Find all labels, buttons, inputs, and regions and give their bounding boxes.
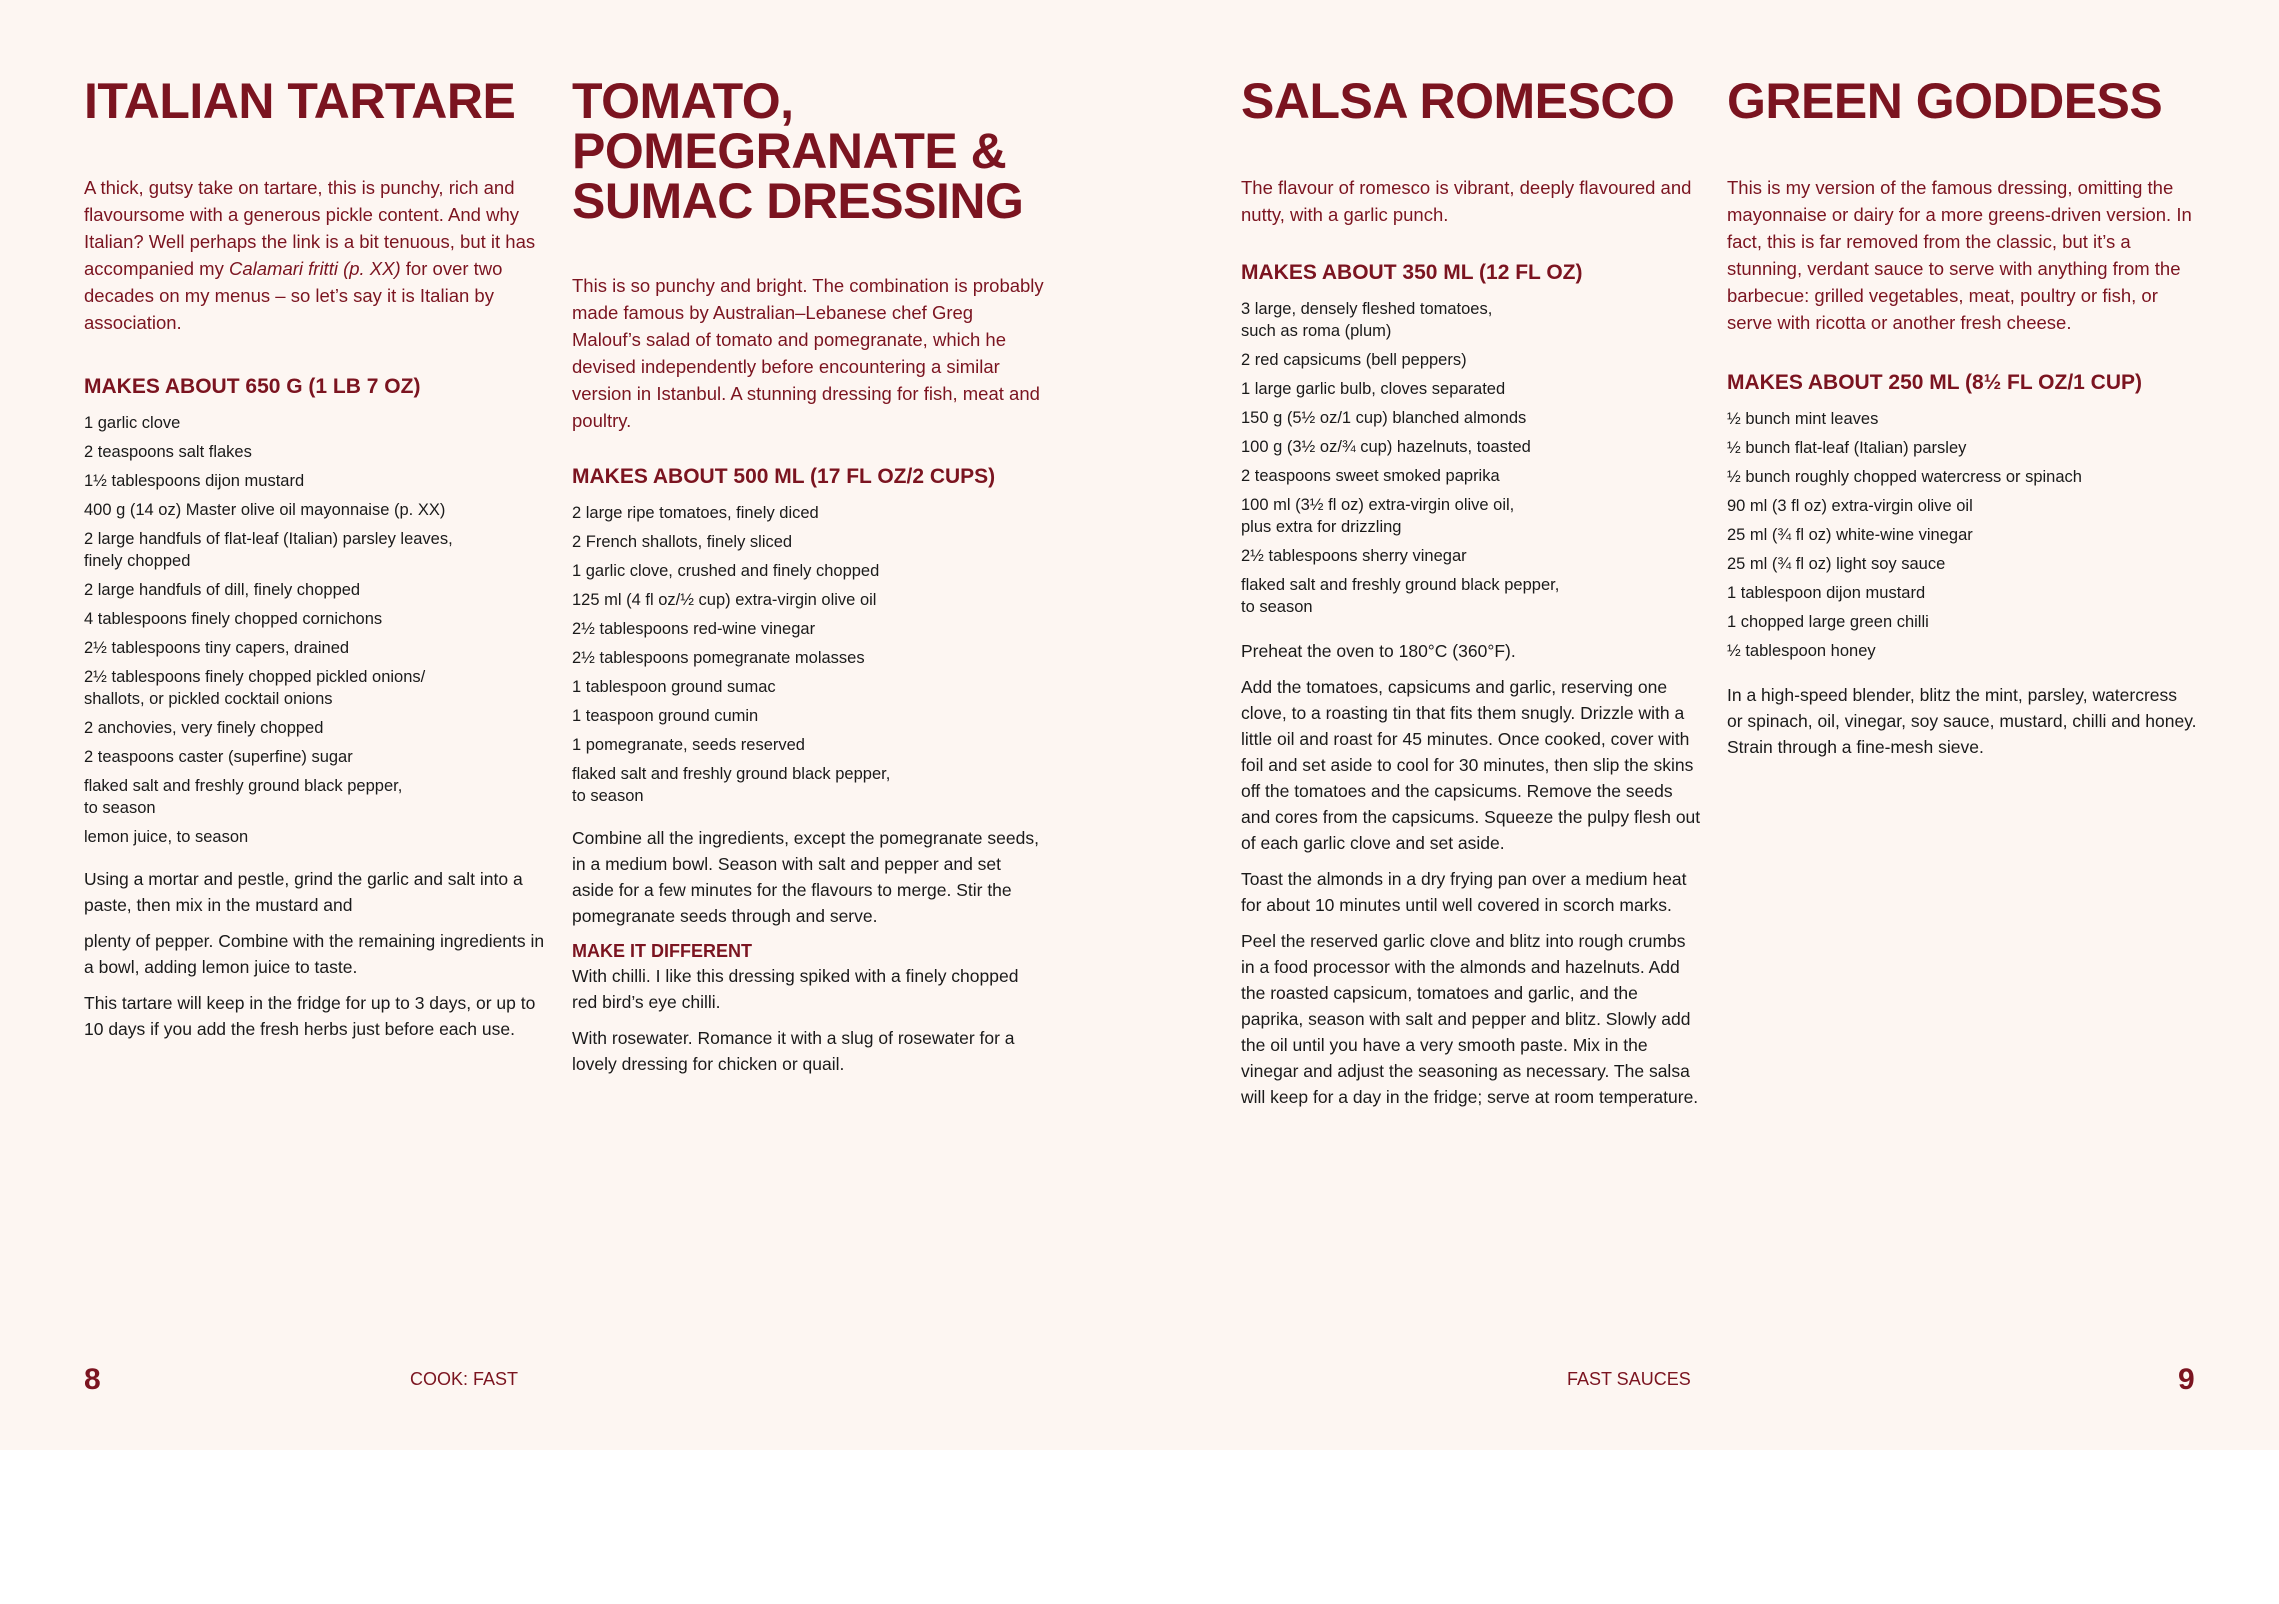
ingredient: 400 g (14 oz) Master olive oil mayonnaise (p. XX) [84, 501, 446, 519]
recipe-title: SALSA ROMESCO [1241, 73, 1675, 129]
ingredient: 2 anchovies, very finely chopped [84, 719, 324, 737]
ingredient-list [1727, 408, 2197, 662]
method-step: In a high-speed blender, blitz the mint, parsley, watercress or spinach, oil, vinegar, soy sauce, mustard, chilli and honey. Strain through a fine-mesh sieve. [1727, 685, 2197, 757]
recipe-title: GREEN GODDESS [1727, 73, 2163, 129]
ingredient: 2 large handfuls of dill, finely chopped [84, 581, 361, 599]
method-step: Using a mortar and pestle, grind the garlic and salt into a paste, then mix in the mustard and [84, 869, 523, 915]
page-number-left: 8 [84, 1363, 101, 1396]
ingredient-list [84, 412, 556, 848]
ingredient: 150 g (5½ oz/1 cup) blanched almonds [1241, 409, 1527, 427]
page-number-right: 9 [2178, 1363, 2195, 1396]
ingredient: 1 chopped large green chilli [1727, 613, 1929, 631]
method-step: Toast the almonds in a dry frying pan over a medium heat for about 10 minutes until well covered in scorch marks. [1241, 869, 1687, 915]
ingredient: 2 teaspoons salt flakes [84, 443, 252, 461]
ingredient: 1 garlic clove [84, 414, 181, 432]
ingredient: ½ bunch roughly chopped watercress or spinach [1727, 468, 2082, 486]
recipe-intro: This is my version of the famous dressing, omitting the mayonnaise or dairy for a more greens-driven version. In fact, this is far removed from the classic, but it’s a stunning, verdant sauce to serve with anything from the barbecue: grilled vegetables, meat, poultry or fish, or serve with ricotta or another fresh cheese. [1727, 177, 2192, 333]
ingredient: 1 teaspoon ground cumin [572, 707, 759, 725]
ingredient: 3 large, densely fleshed tomatoes, such as roma (plum) [1241, 300, 1493, 340]
ingredient: 2 red capsicums (bell peppers) [1241, 351, 1467, 369]
recipe-yield: MAKES ABOUT 500 ML (17 FL OZ/2 CUPS) [572, 465, 996, 488]
ingredient: 2½ tablespoons finely chopped pickled onions/ shallots, or pickled cocktail onions [84, 668, 426, 708]
variations [572, 963, 1044, 1077]
method-step: This tartare will keep in the fridge for up to 3 days, or up to 10 days if you add the fresh herbs just before each use. [84, 993, 536, 1039]
ingredient: 1½ tablespoons dijon mustard [84, 472, 305, 490]
method-step: Preheat the oven to 180°C (360°F). [1241, 641, 1516, 661]
variation: With rosewater. Romance it with a slug of rosewater for a lovely dressing for chicken or quail. [572, 1028, 1015, 1074]
recipe-tomato-pomegranate-sumac [572, 73, 1044, 1087]
ingredient: 125 ml (4 fl oz/½ cup) extra-virgin olive oil [572, 591, 877, 609]
ingredient: 2½ tablespoons pomegranate molasses [572, 649, 865, 667]
recipe-yield: MAKES ABOUT 650 G (1 LB 7 OZ) [84, 375, 421, 398]
ingredient: 2½ tablespoons tiny capers, drained [84, 639, 350, 657]
ingredient: ½ tablespoon honey [1727, 642, 1876, 660]
recipe-intro: This is so punchy and bright. The combination is probably made famous by Australian–Lebanese chef Greg Malouf’s salad of tomato and pomegranate, which he devised independently before encountering a similar version in Istanbul. A stunning dressing for fish, meat and poultry. [572, 275, 1044, 431]
ingredient: 100 g (3½ oz/¾ cup) hazelnuts, toasted [1241, 438, 1531, 456]
ingredient: flaked salt and freshly ground black pepper, to season [1241, 576, 1560, 616]
ingredient: 2 large handfuls of flat-leaf (Italian) parsley leaves, finely chopped [84, 530, 453, 570]
method-step: Peel the reserved garlic clove and blitz into rough crumbs in a food processor with the almonds and hazelnuts. Add the roasted capsicum, tomatoes and garlic, and the paprika, season with salt and pepper and blitz. Slowly add the oil until you have a very smooth paste. Mix in the vinegar and adjust the seasoning as necessary. The salsa will keep for a day in the fridge; serve at room temperature. [1241, 931, 1699, 1107]
ingredient-list [572, 502, 1044, 807]
recipe-intro: The flavour of romesco is vibrant, deeply flavoured and nutty, with a garlic punch. [1241, 177, 1692, 225]
method [1241, 638, 1703, 1110]
ingredient: 25 ml (¾ fl oz) light soy sauce [1727, 555, 1946, 573]
ingredient: 4 tablespoons finely chopped cornichons [84, 610, 383, 628]
recipe-yield: MAKES ABOUT 250 ML (8½ FL OZ/1 CUP) [1727, 371, 2143, 394]
ingredient: 2 teaspoons sweet smoked paprika [1241, 467, 1500, 485]
ingredient: 2 French shallots, finely sliced [572, 533, 793, 551]
recipe-title: TOMATO, POMEGRANATE & SUMAC DRESSING [572, 73, 1024, 229]
recipe-yield: MAKES ABOUT 350 ML (12 FL OZ) [1241, 261, 1583, 284]
method-step: Add the tomatoes, capsicums and garlic, reserving one clove, to a roasting tin that fits them snugly. Drizzle with a little oil and roast for 45 minutes. Once cooked, cover with foil and set aside to cool for 30 minutes, then slip the skins off the tomatoes and the capsicums. Remove the seeds and cores from the capsicums. Squeeze the pulpy flesh out of each garlic clove and set aside. [1241, 677, 1701, 853]
method-step: plenty of pepper. Combine with the remaining ingredients in a bowl, adding lemon juice to taste. [84, 931, 545, 977]
ingredient: flaked salt and freshly ground black pepper, to season [84, 777, 403, 817]
recipe-title: ITALIAN TARTARE [84, 73, 516, 129]
ingredient: 1 tablespoon ground sumac [572, 678, 776, 696]
recipe-green-goddess [1727, 73, 2197, 770]
ingredient: 100 ml (3½ fl oz) extra-virgin olive oil, plus extra for drizzling [1241, 496, 1515, 536]
ingredient: 1 pomegranate, seeds reserved [572, 736, 805, 754]
ingredient: 1 garlic clove, crushed and finely chopped [572, 562, 880, 580]
ingredient: lemon juice, to season [84, 828, 249, 846]
ingredient: 2½ tablespoons red-wine vinegar [572, 620, 816, 638]
running-head-right: FAST SAUCES [1567, 1369, 1691, 1389]
ingredient: 2 teaspoons caster (superfine) sugar [84, 748, 353, 766]
ingredient: 2 large ripe tomatoes, finely diced [572, 504, 819, 522]
ingredient: 25 ml (¾ fl oz) white-wine vinegar [1727, 526, 1973, 544]
method [84, 866, 556, 1042]
recipe-italian-tartare [84, 73, 556, 1052]
ingredient: flaked salt and freshly ground black pepper, to season [572, 765, 891, 805]
method [1727, 682, 2197, 760]
variation: With chilli. I like this dressing spiked with a finely chopped red bird’s eye chilli. [572, 966, 1019, 1012]
recipe-salsa-romesco [1241, 73, 1703, 1120]
ingredient: ½ bunch mint leaves [1727, 410, 1879, 428]
recipe-intro: A thick, gutsy take on tartare, this is punchy, rich and flavoursome with a generous pickle content. And why Italian? Well perhaps the link is a bit tenuous, but it has accompanied my Calamari fritti (p. XX) for over two decades on my menus – so let’s say it is Italian by association. [84, 177, 536, 333]
ingredient: 1 large garlic bulb, cloves separated [1241, 380, 1506, 398]
variation-heading: MAKE IT DIFFERENT [572, 941, 752, 961]
method-step: Combine all the ingredients, except the pomegranate seeds, in a medium bowl. Season with salt and pepper and set aside for a few minutes for the flavours to merge. Stir the pomegranate seeds through and serve. [572, 828, 1039, 926]
running-head-left: COOK: FAST [410, 1369, 519, 1389]
ingredient: 2½ tablespoons sherry vinegar [1241, 547, 1467, 565]
ingredient: 90 ml (3 fl oz) extra-virgin olive oil [1727, 497, 1973, 515]
method [572, 825, 1044, 929]
ingredient: ½ bunch flat-leaf (Italian) parsley [1727, 439, 1967, 457]
ingredient-list [1241, 298, 1703, 618]
ingredient: 1 tablespoon dijon mustard [1727, 584, 1926, 602]
